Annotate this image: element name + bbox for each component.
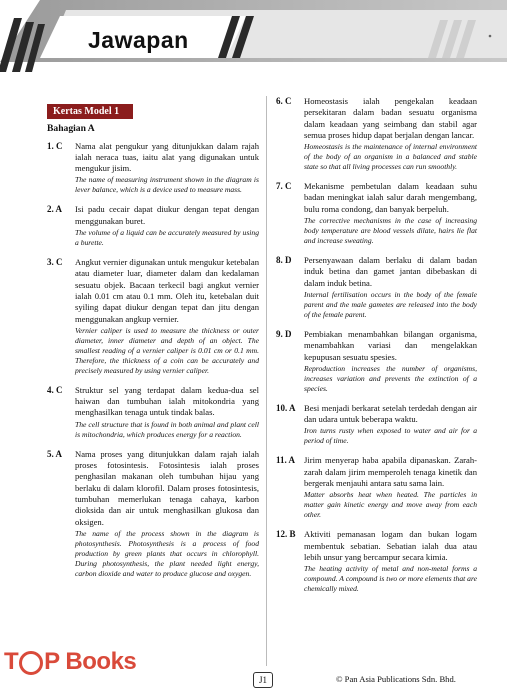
- answer-number: 11. A: [276, 455, 296, 466]
- answer-text-ms: Besi menjadi berkarat setelah terdedah dengan air dan udara untuk beberapa waktu.: [304, 402, 477, 425]
- column-divider: [266, 96, 267, 666]
- answer-text-ms: Jirim menyerap haba apabila dipanaskan. Zarah-zarah dalam jirim memperoleh tenaga kinetik dan bergerak menjauhi antara satu sama lain.: [304, 455, 477, 489]
- answer-item-2: [47, 204, 259, 248]
- answer-text-en: The corrective mechanisms in the case of increasing body temperature are blood vessels dilate, hairs lie flat and increase sweating.: [304, 216, 477, 246]
- answer-text-en: The volume of a liquid can be accurately measured by using a burette.: [75, 228, 259, 248]
- answer-item-3: [47, 257, 259, 376]
- answer-text-en: Reproduction increases the number of organisms, increases variation and prevents the extinction of a species.: [304, 363, 477, 393]
- answer-item-7: [276, 181, 477, 246]
- answer-text-ms: Nama proses yang ditunjukkan dalam rajah ialah proses fotosintesis. Fotosintesis ialah proses penghasilan makanan oleh tumbuhan hijau yang berlaku di dalam klorofil. Dalam proses fotosintesis, tumbuhan memerlukan tenaga cahaya, karbon dioksida dan air untuk menghasilkan glukosa dan oksigen.: [75, 448, 259, 527]
- page-number: J1: [253, 672, 273, 688]
- answer-item-11: [276, 455, 477, 520]
- answer-number: 7. C: [276, 181, 292, 192]
- right-column: [276, 96, 477, 603]
- copyright-text: © Pan Asia Publications Sdn. Bhd.: [336, 674, 456, 684]
- left-column: [47, 96, 259, 588]
- answer-text-ms: Pembiakan menambahkan bilangan organisma, menambahkan variasi dan mengelakkan kepupusan sesuatu spesies.: [304, 328, 477, 362]
- answer-text-en: Vernier caliper is used to measure the thickness or outer diameter, inner diameter and depth of an object. The smallest reading of a vernier caliper is 0.01 cm or 0.1 mm. Therefore, the thickness of a coin can be accurately and precisely measured by using vernier caliper.: [75, 325, 259, 375]
- answer-item-5: [47, 449, 259, 579]
- answer-number: 6. C: [276, 96, 292, 106]
- answer-text-en: The name of measuring instrument shown in the diagram is lever balance, which is a device used to measure mass.: [75, 175, 259, 195]
- answer-text-ms: Persenyawaan dalam berlaku di dalam badan induk betina dan gamet jantan dibebaskan di dalam induk betina.: [304, 255, 477, 288]
- answer-text-en: Iron turns rusty when exposed to water and air for a period of time.: [304, 426, 477, 446]
- answer-number: 8. D: [276, 255, 292, 266]
- answer-text-en: Homeostasis is the maintenance of internal environment of the body of an organism in a balanced and stable state so that all living processes can run smoothly.: [304, 142, 477, 172]
- answer-text-ms: Isi padu cecair dapat diukur dengan tepat dengan menggunakan buret.: [75, 204, 259, 226]
- answer-number: 4. C: [47, 384, 63, 395]
- answer-number: 9. D: [276, 328, 292, 339]
- answer-text-en: The cell structure that is found in both animal and plant cell is mitochondria, which produces energy for a reaction.: [75, 419, 259, 439]
- page-title: Jawapan: [88, 27, 189, 53]
- answer-number: 5. A: [47, 448, 63, 459]
- answer-item-8: [276, 255, 477, 320]
- answer-number: 2. A: [47, 204, 63, 215]
- watermark-ring-icon: [19, 651, 43, 675]
- answer-text-ms: Nama alat pengukur yang ditunjukkan dalam rajah ialah neraca tuas, iaitu alat yang digunakan untuk mengukur jisim.: [75, 140, 259, 174]
- section-label: Kertas Model 1: [47, 104, 133, 119]
- answer-item-6: [276, 96, 477, 172]
- banner-graphic: [0, 0, 507, 82]
- answer-text-ms: Struktur sel yang terdapat dalam kedua-dua sel haiwan dan tumbuhan ialah mitokondria yang menghasilkan tenaga untuk tindak balas.: [75, 384, 259, 418]
- answer-text-en: The heating activity of metal and non-metal forms a compound. A compound is two or more elements that are chemically mixed.: [304, 564, 477, 594]
- answer-text-ms: Angkut vernier digunakan untuk mengukur ketebalan atau diameter luar, diameter dalam dan kedalaman sesuatu objek. Bacaan terkecil bagi angkut vernier ialah 0.01 cm atau 0.1 mm. Oleh itu, ketebalan duit syiling dapat diukur dengan tepat dan jitu dengan menggunakan angkup vernier.: [75, 257, 259, 324]
- answer-number: 3. C: [47, 257, 63, 268]
- answer-text-en: Internal fertilisation occurs in the body of the female parent and the male gametes are released into the body of the female parent.: [304, 289, 477, 319]
- answer-item-10: [276, 403, 477, 447]
- answer-number: 10. A: [276, 402, 296, 413]
- answer-text-en: The name of the process shown in the diagram is photosynthesis. Photosynthesis is a process of food production by green plants that occurs in chlorophyll. During photosynthesis, the plant needed light energy, carbon dioxide and water to produce glucose and oxygen.: [75, 528, 259, 578]
- header-banner: [0, 0, 507, 82]
- topbooks-watermark-logo: T P Books: [4, 648, 137, 675]
- answer-item-9: [276, 329, 477, 394]
- answer-item-12: [276, 529, 477, 594]
- answer-item-1: [47, 141, 259, 196]
- answer-text-ms: Aktiviti pemanasan logam dan bukan logam membentuk sebatian. Sebatian ialah dua atau lebih unsur yang bercampur secara kimia.: [304, 529, 477, 562]
- answer-item-4: [47, 385, 259, 440]
- answer-number: 1. C: [47, 140, 63, 151]
- section-subheading: Bahagian A: [47, 123, 95, 135]
- answer-text-ms: Mekanisme pembetulan dalam keadaan suhu badan meningkat ialah salur darah mengembang, bulu roma condong, dan banyak berpeluh.: [304, 181, 477, 214]
- answer-number: 12. B: [276, 529, 296, 540]
- answer-text-ms: Homeostasis ialah pengekalan keadaan persekitaran dalam badan sesuatu organisma dalam keadaan yang seimbang dan stabil agar semua proses hidup dapat berjalan dengan lancar.: [304, 96, 477, 140]
- answer-text-en: Matter absorbs heat when heated. The particles in matter gain kinetic energy and move away from each other.: [304, 490, 477, 520]
